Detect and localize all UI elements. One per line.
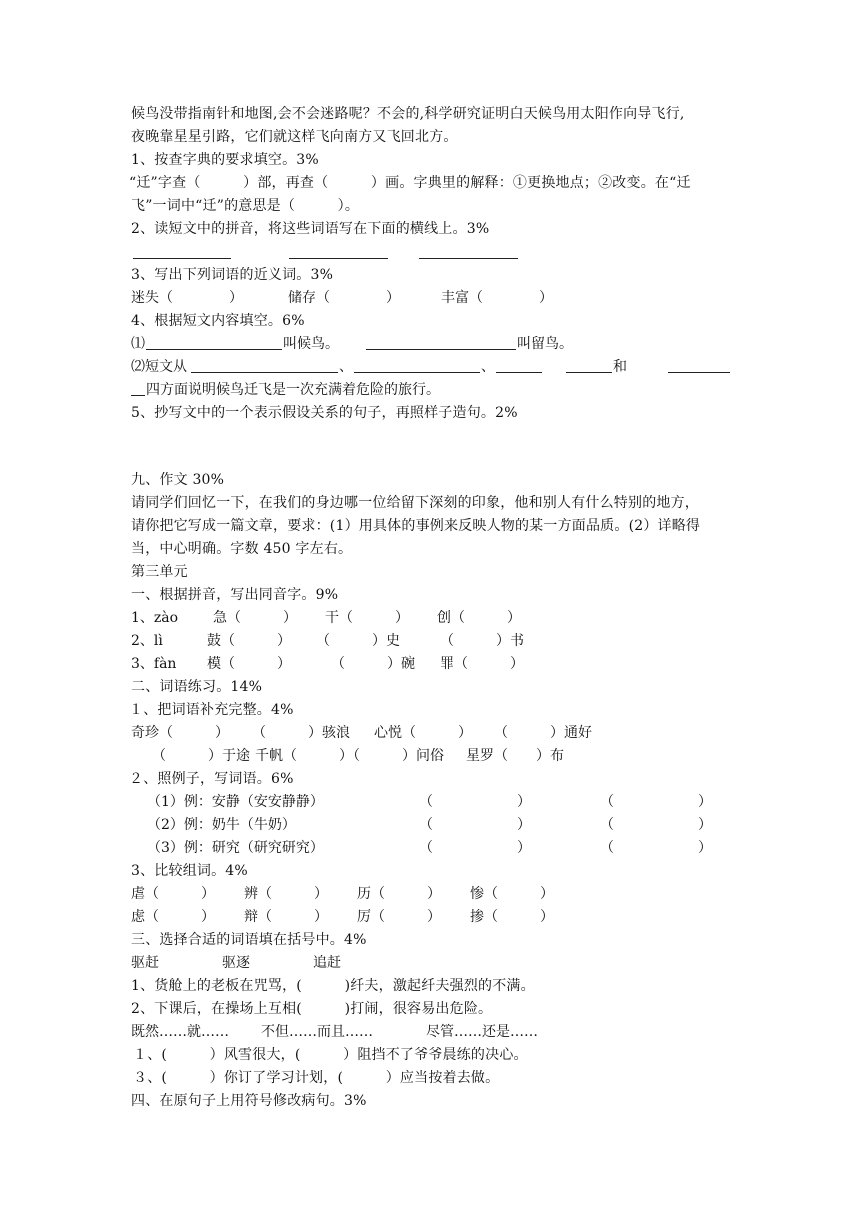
answer-blank: （ ） [419,817,531,833]
question-title: 5、抄写文中的一个表示假设关系的句子，再照样子造句。2% [131,405,518,421]
essay-text: 当，中心明确。字数 450 字左右。 [131,541,353,557]
answer-blank: （ ） [600,794,712,810]
fill-text: 和 [613,359,627,375]
answer-blank: （ ） [419,840,531,856]
section-title: 二、词语练习。14% [131,679,263,695]
homophone-item: 模（ ） [207,656,291,672]
passage-line: 候鸟没带指南针和地图,会不会迷路呢？不会的,科学研究证明白天候鸟用太阳作向导飞行, [131,106,685,122]
compare-item: 虐（ ） [131,886,215,902]
word-option: 驱赶 [131,955,159,971]
idiom-item: （ ）于途 [152,748,250,764]
section-title: 一、根据拼音，写出同音字。9% [131,587,339,603]
question-text: 1、货舱上的老板在咒骂，( )纤夫，激起纤夫强烈的不满。 [131,978,535,994]
answer-line[interactable] [133,258,231,259]
conjunction-option: 既然……就…… [131,1024,229,1040]
pinyin-label: 3、fàn [131,656,177,672]
fill-text: ⑵短文从 [131,359,187,375]
synonym-item: 迷失（ ） [131,290,243,306]
example-item: （2）例：奶牛（牛奶） [147,817,296,833]
compare-item: 厉（ ） [357,909,441,925]
homophone-item: （ ）碗 [331,656,415,672]
idiom-item: 心悦（ ） [374,725,472,741]
homophone-item: 罪（ ） [440,656,524,672]
fill-text: 、 [339,359,353,375]
idiom-item: （ ）通好 [494,725,592,741]
idiom-item: 星罗（ ）布 [466,748,564,764]
question-text: 飞”一词中“迁”的意思是（ ）。 [131,198,360,214]
section-title: 四、在原句子上用符号修改病句。3% [131,1093,367,1109]
subsection-title: ２、照例子，写词语。6% [129,771,294,787]
word-option: 驱逐 [222,955,250,971]
homophone-item: （ ）书 [440,633,524,649]
answer-line[interactable] [146,349,282,350]
fill-prefix: ⑴ [131,336,145,352]
compare-item: 历（ ） [357,886,441,902]
synonym-item: 储存（ ） [288,290,400,306]
question-text: “迁”字查（ ）部，再查（ ）画。字典里的解释：①更换地点；②改变。在“迁 [129,175,691,191]
example-item: （1）例：安静（安安静静） [147,794,324,810]
homophone-item: （ ）史 [316,633,400,649]
compare-item: 惨（ ） [470,886,554,902]
conjunction-option: 尽管……还是…… [426,1024,538,1040]
idiom-item: 奇珍（ ） [131,725,229,741]
answer-line[interactable] [668,372,730,373]
subsection-title: １、把词语补充完整。4% [129,702,294,718]
answer-line[interactable] [191,372,338,373]
essay-text: 请你把它写成一篇文章，要求：(1）用具体的事例来反映人物的某一方面品质。(2）详略得 [131,518,701,534]
answer-line[interactable] [496,372,542,373]
question-text: 2、下课后，在操场上互相( )打闹，很容易出危险。 [131,1001,493,1017]
homophone-item: 鼓（ ） [207,633,291,649]
fill-text: 叫留鸟。 [517,336,573,352]
section-title: 三、选择合适的词语填在括号中。4% [131,932,367,948]
answer-blank: （ ） [600,817,712,833]
compare-item: 辨（ ） [244,886,328,902]
answer-line[interactable] [419,258,518,259]
question-title: 3、写出下列词语的近义词。3% [131,267,334,283]
answer-line[interactable] [366,349,516,350]
homophone-item: 急（ ） [213,610,297,626]
synonym-item: 丰富（ ） [441,290,553,306]
subsection-title: 3、比较组词。4% [131,863,248,879]
passage-line: 夜晚靠星星引路，它们就这样飞向南方又飞回北方。 [131,129,458,145]
word-option: 追赶 [313,955,341,971]
answer-line[interactable] [354,372,480,373]
answer-blank: （ ） [419,794,531,810]
essay-text: 请同学们回忆一下，在我们的身边哪一位给留下深刻的印象，他和别人有什么特别的地方， [131,495,699,511]
question-title: 2、读短文中的拼音，将这些词语写在下面的横线上。3% [131,221,490,237]
compare-item: 掺（ ） [470,909,554,925]
fill-text: 、 [481,359,495,375]
section-title: 九、作文 30% [131,472,225,488]
question-title: 4、根据短文内容填空。6% [131,313,305,329]
example-item: （3）例：研究（研究研究） [147,840,324,856]
homophone-item: 干（ ） [325,610,409,626]
compare-item: 辩（ ） [244,909,328,925]
answer-line[interactable] [289,258,388,259]
answer-line[interactable] [131,395,145,396]
homophone-item: 创（ ） [437,610,521,626]
question-text: １、( ）风雪很大，( ）阻挡不了爷爷晨练的决心。 [133,1047,528,1063]
compare-item: 虑（ ） [131,909,215,925]
pinyin-label: 2、lì [131,633,163,649]
pinyin-label: 1、zào [131,610,179,626]
answer-line[interactable] [566,372,612,373]
question-title: 1、按查字典的要求填空。3% [131,152,319,168]
fill-text: 叫候鸟。 [283,336,339,352]
idiom-item: （ ）骇浪 [252,725,350,741]
question-text: ３、( ）你订了学习计划，( ）应当按着去做。 [133,1070,500,1086]
idiom-item: 千帆（ ）（ ）问俗 [255,748,444,764]
conjunction-option: 不但……而且…… [261,1024,373,1040]
unit-title: 第三单元 [131,564,188,580]
fill-text: 四方面说明候鸟迁飞是一次充满着危险的旅行。 [146,382,440,398]
answer-blank: （ ） [600,840,712,856]
